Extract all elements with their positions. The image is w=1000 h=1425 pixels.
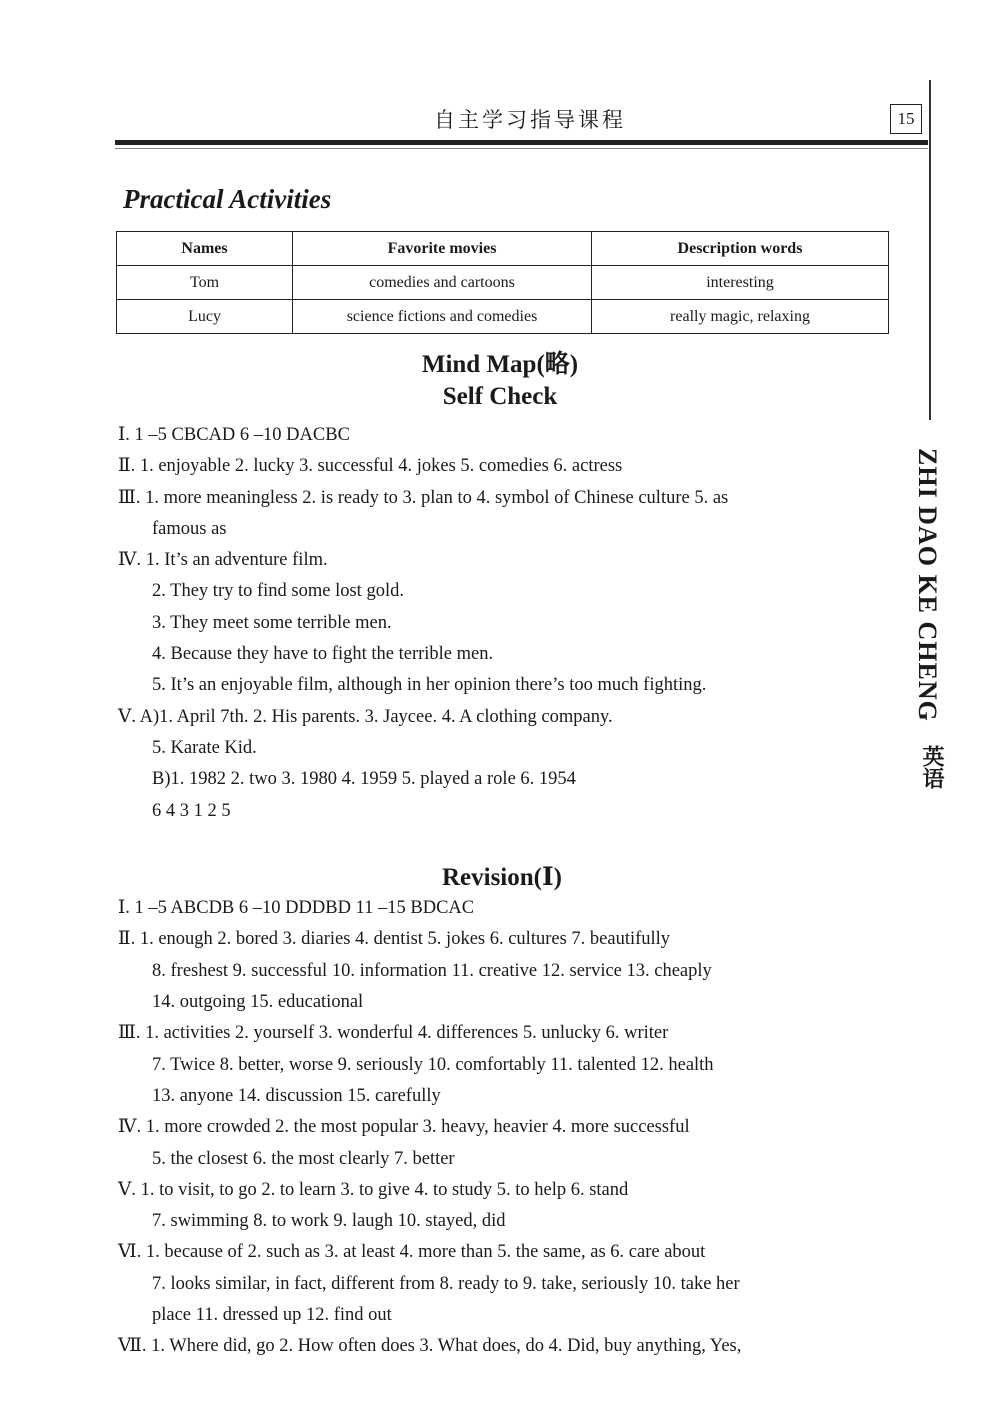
answer-line: 3. They meet some terrible men. — [152, 612, 392, 633]
answer-line: 7. swimming 8. to work 9. laugh 10. stayed, did — [152, 1211, 506, 1232]
header-title: 自主学习指导课程 — [434, 108, 626, 132]
answer-line: 8. freshest 9. successful 10. information 11. creative 12. service 13. cheaply — [152, 960, 712, 981]
table-cell: Tom — [117, 266, 293, 300]
answer-line: place 11. dressed up 12. find out — [152, 1305, 392, 1326]
answer-line: 2. They try to find some lost gold. — [152, 581, 404, 602]
self-check-heading: Self Check — [442, 383, 558, 410]
answer-line: Ⅳ. 1. It’s an adventure film. — [118, 550, 328, 571]
col-header-names: Names — [117, 232, 293, 266]
answers-body — [118, 420, 898, 1363]
answer-line: Ⅴ. A)1. April 7th. 2. His parents. 3. Jaycee. 4. A clothing company. — [118, 706, 613, 727]
table-cell: really magic, relaxing — [592, 300, 889, 334]
header-rule — [115, 140, 928, 145]
answer-line: Ⅱ. 1. enjoyable 2. lucky 3. successful 4. jokes 5. comedies 6. actress — [118, 456, 623, 477]
table-cell: interesting — [592, 266, 889, 300]
answer-line: Ⅴ. 1. to visit, to go 2. to learn 3. to give 4. to study 5. to help 6. stand — [118, 1179, 629, 1200]
side-subject: 英语 — [920, 745, 945, 789]
table-cell: comedies and cartoons — [293, 266, 592, 300]
practical-activities-title: Practical Activities — [123, 184, 332, 214]
answer-line: Ⅲ. 1. more meaningless 2. is ready to 3. plan to 4. symbol of Chinese culture 5. as — [118, 487, 729, 508]
answer-line: B)1. 1982 2. two 3. 1980 4. 1959 5. played a role 6. 1954 — [152, 769, 576, 790]
answer-line: 7. Twice 8. better, worse 9. seriously 10. comfortably 11. talented 12. health — [152, 1054, 714, 1075]
activities-table — [116, 231, 889, 334]
answer-line: Ⅲ. 1. activities 2. yourself 3. wonderful 4. differences 5. unlucky 6. writer — [118, 1023, 669, 1044]
answer-line: Ⅵ. 1. because of 2. such as 3. at least 4. more than 5. the same, as 6. care about — [118, 1242, 706, 1263]
answer-line: 5. It’s an enjoyable film, although in her opinion there’s too much fighting. — [152, 675, 707, 696]
mind-map-heading: Mind Map(略) — [421, 351, 579, 378]
table-cell: Lucy — [117, 300, 293, 334]
table-row — [117, 300, 889, 334]
answer-line: famous as — [152, 518, 227, 539]
answer-line: Ⅳ. 1. more crowded 2. the most popular 3. heavy, heavier 4. more successful — [118, 1117, 690, 1138]
header-rule-thin — [115, 148, 928, 149]
answer-line: 13. anyone 14. discussion 15. carefully — [152, 1085, 441, 1106]
revision-heading: Revision(Ⅰ) — [441, 863, 563, 891]
col-header-description: Description words — [592, 232, 889, 266]
col-header-movies: Favorite movies — [293, 232, 592, 266]
answer-line: 7. looks similar, in fact, different from 8. ready to 9. take, seriously 10. take her — [152, 1273, 740, 1294]
answer-line: 4. Because they have to fight the terrible men. — [152, 644, 494, 665]
table-cell: science fictions and comedies — [293, 300, 592, 334]
table-header-row — [117, 232, 889, 266]
side-title: ZHI DAO KE CHENG — [913, 448, 942, 722]
answer-line: 5. Karate Kid. — [152, 737, 257, 758]
answer-line: 6 4 3 1 2 5 — [152, 800, 231, 821]
table-row — [117, 266, 889, 300]
answer-line: 5. the closest 6. the most clearly 7. better — [152, 1148, 455, 1169]
page-number: 15 — [890, 104, 922, 134]
answer-line: Ⅱ. 1. enough 2. bored 3. diaries 4. dentist 5. jokes 6. cultures 7. beautifully — [118, 929, 671, 950]
answer-line: Ⅰ. 1 –5 ABCDB 6 –10 DDDBD 11 –15 BDCAC — [118, 898, 475, 919]
answer-line: 14. outgoing 15. educational — [152, 992, 364, 1013]
answer-line: Ⅰ. 1 –5 CBCAD 6 –10 DACBC — [118, 425, 350, 445]
answer-line: Ⅶ. 1. Where did, go 2. How often does 3. What does, do 4. Did, buy anything, Yes, — [118, 1336, 742, 1357]
